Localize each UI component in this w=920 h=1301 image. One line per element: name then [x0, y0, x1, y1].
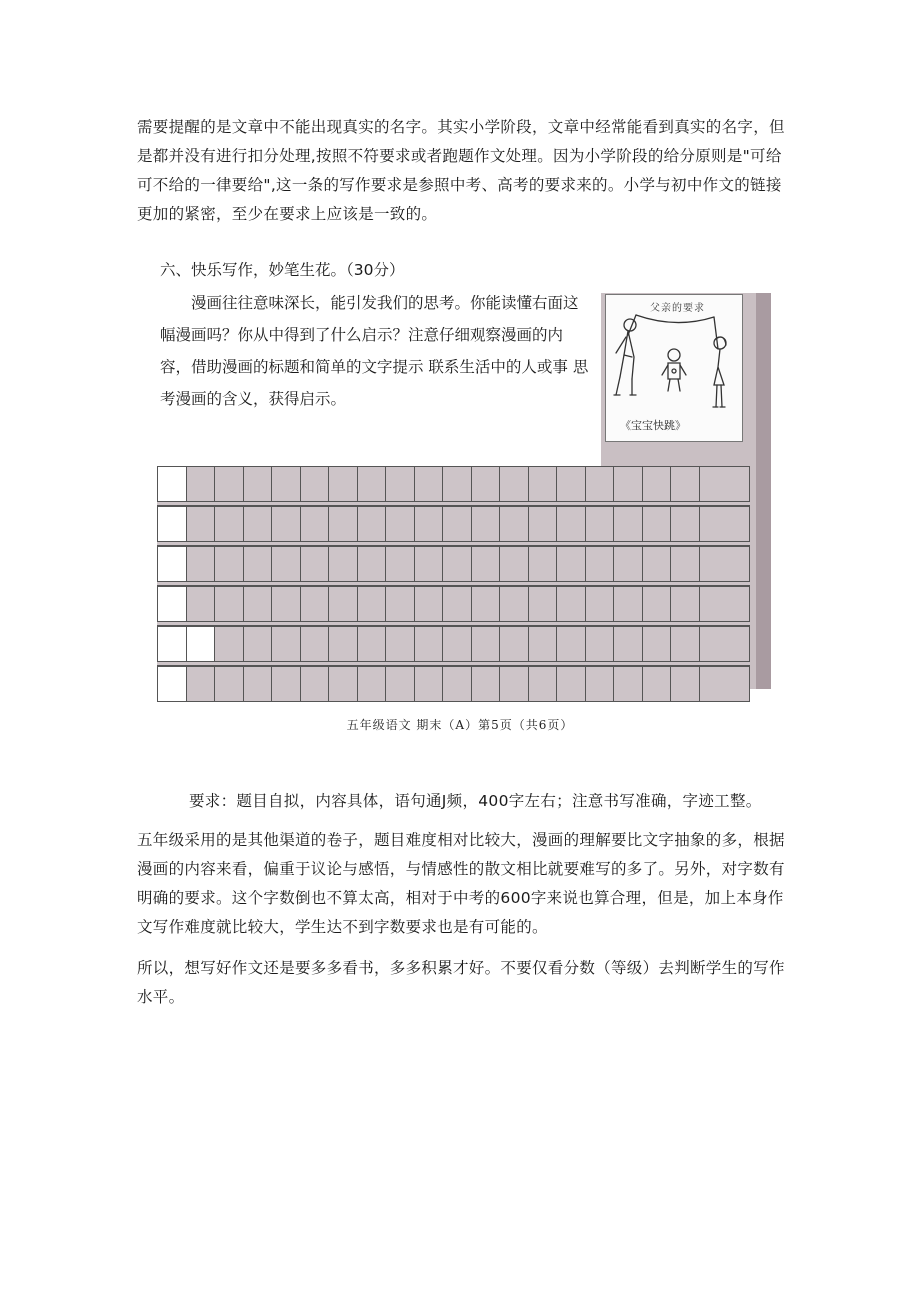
grid-cell [215, 547, 244, 581]
grid-cell [386, 547, 415, 581]
grid-cell [215, 507, 244, 541]
grid-cell [386, 507, 415, 541]
grid-cell [187, 627, 216, 661]
grid-cell [443, 627, 472, 661]
grid-cell [329, 507, 358, 541]
grid-cell [529, 667, 558, 701]
grid-cell [187, 667, 216, 701]
grid-cell [700, 467, 750, 501]
grid-cell [415, 627, 444, 661]
grid-cell [329, 587, 358, 621]
scan-edge [756, 293, 771, 689]
grid-cell [301, 587, 330, 621]
grid-cell [472, 587, 501, 621]
grid-cell [472, 627, 501, 661]
grid-cell [215, 667, 244, 701]
grid-cell [158, 667, 187, 701]
grid-cell [614, 507, 643, 541]
grid-cell [529, 547, 558, 581]
grid-cell [272, 627, 301, 661]
grid-cell [671, 587, 700, 621]
grid-cell [586, 467, 615, 501]
grid-row [157, 506, 750, 542]
grid-cell [500, 587, 529, 621]
writing-grid [157, 466, 750, 706]
grid-cell [187, 587, 216, 621]
grid-cell [386, 587, 415, 621]
grid-cell [700, 547, 750, 581]
question-body [160, 287, 590, 415]
grid-cell [301, 507, 330, 541]
grid-cell [500, 467, 529, 501]
grid-cell [386, 627, 415, 661]
page-footer: 五年级语文 期末（A）第5页（共6页） [346, 718, 574, 732]
grid-cell [272, 587, 301, 621]
grid-cell [415, 667, 444, 701]
grid-cell [700, 627, 750, 661]
question-title: 六、快乐写作，妙笔生花。（30分） [160, 261, 405, 279]
grid-cell [244, 587, 273, 621]
grid-row [157, 666, 750, 702]
analysis-paragraph [137, 826, 787, 942]
conclusion-paragraph [137, 954, 787, 1012]
grid-cell [272, 467, 301, 501]
grid-cell [643, 667, 672, 701]
grid-cell [187, 547, 216, 581]
grid-cell [215, 627, 244, 661]
grid-cell [557, 547, 586, 581]
grid-cell [215, 587, 244, 621]
intro-text: 需要提醒的是文章中不能出现真实的名字。其实小学阶段，文章中经常能看到真实的名字，但是都并没有进行扣分处理,按照不符要求或者跑题作文处理。因为小学阶段的给分原则是"可给可不给的一律要给",这一条的写作要求是参照中考、高考的要求来的。小学与初中作文的链接更加的紧密，至少在要求上应该是一致的。 [137, 118, 785, 223]
grid-cell [244, 627, 273, 661]
grid-cell [358, 587, 387, 621]
grid-cell [643, 507, 672, 541]
grid-cell [415, 547, 444, 581]
grid-cell [244, 547, 273, 581]
grid-cell [643, 627, 672, 661]
grid-cell [614, 587, 643, 621]
grid-cell [358, 667, 387, 701]
grid-cell [158, 547, 187, 581]
grid-row [157, 586, 750, 622]
grid-cell [358, 547, 387, 581]
grid-cell [472, 547, 501, 581]
grid-cell [472, 667, 501, 701]
grid-cell [415, 587, 444, 621]
conclusion-text: 所以，想写好作文还是要多多看书，多多积累才好。不要仅看分数（等级）去判断学生的写作水平。 [137, 959, 785, 1006]
grid-cell [671, 667, 700, 701]
grid-cell [586, 587, 615, 621]
grid-cell [158, 627, 187, 661]
grid-cell [329, 547, 358, 581]
cartoon-image [605, 294, 743, 442]
grid-cell [472, 467, 501, 501]
grid-cell [614, 667, 643, 701]
question-body-text: 漫画往往意味深长，能引发我们的思考。你能读懂右面这幅漫画吗？你从中得到了什么启示？注意仔细观察漫画的内容，借助漫画的标题和简单的文字提示 联系生活中的人或事 思考漫画的含义，获得启示。 [160, 294, 589, 408]
cartoon-title: 父亲的要求 [650, 303, 705, 314]
grid-cell [415, 467, 444, 501]
grid-cell [671, 467, 700, 501]
grid-cell [187, 467, 216, 501]
grid-cell [215, 467, 244, 501]
grid-cell [500, 547, 529, 581]
grid-cell [443, 507, 472, 541]
grid-cell [700, 667, 750, 701]
grid-cell [500, 627, 529, 661]
grid-cell [329, 627, 358, 661]
grid-cell [643, 587, 672, 621]
grid-cell [244, 467, 273, 501]
grid-cell [586, 627, 615, 661]
grid-cell [472, 507, 501, 541]
grid-cell [671, 627, 700, 661]
grid-cell [158, 467, 187, 501]
cartoon-caption: 《宝宝快跳》 [620, 419, 686, 432]
grid-cell [158, 587, 187, 621]
grid-cell [244, 507, 273, 541]
grid-cell [443, 667, 472, 701]
grid-cell [671, 507, 700, 541]
grid-cell [500, 507, 529, 541]
grid-cell [614, 627, 643, 661]
grid-cell [557, 627, 586, 661]
grid-cell [586, 507, 615, 541]
grid-cell [671, 547, 700, 581]
grid-cell [529, 467, 558, 501]
grid-cell [614, 467, 643, 501]
grid-cell [272, 667, 301, 701]
grid-cell [586, 667, 615, 701]
intro-paragraph [137, 113, 787, 229]
grid-cell [529, 507, 558, 541]
grid-cell [643, 467, 672, 501]
requirement-text: 要求：题目自拟，内容具体，语句通J频，400字左右；注意书写准确，字迹工整。 [189, 792, 762, 810]
grid-cell [700, 507, 750, 541]
grid-cell [700, 587, 750, 621]
grid-cell [557, 467, 586, 501]
grid-row [157, 626, 750, 662]
grid-cell [529, 627, 558, 661]
grid-cell [443, 587, 472, 621]
grid-cell [386, 667, 415, 701]
grid-cell [529, 587, 558, 621]
grid-row [157, 546, 750, 582]
grid-cell [187, 507, 216, 541]
grid-cell [614, 547, 643, 581]
grid-cell [301, 627, 330, 661]
grid-cell [329, 667, 358, 701]
grid-cell [500, 667, 529, 701]
grid-cell [443, 547, 472, 581]
grid-cell [301, 547, 330, 581]
grid-cell [358, 467, 387, 501]
requirement-paragraph [137, 787, 787, 816]
grid-cell [643, 547, 672, 581]
grid-cell [443, 467, 472, 501]
grid-cell [386, 467, 415, 501]
grid-cell [586, 547, 615, 581]
grid-cell [301, 467, 330, 501]
grid-cell [557, 507, 586, 541]
grid-cell [272, 547, 301, 581]
analysis-text: 五年级采用的是其他渠道的卷子，题目难度相对比较大，漫画的理解要比文字抽象的多，根据漫画的内容来看，偏重于议论与感悟，与情感性的散文相比就要难写的多了。另外，对字数有明确的要求。这个字数倒也不算太高，相对于中考的600字来说也算合理，但是，加上本身作文写作难度就比较大，学生达不到字数要求也是有可能的。 [137, 831, 785, 936]
grid-cell [301, 667, 330, 701]
grid-cell [272, 507, 301, 541]
grid-cell [557, 667, 586, 701]
grid-cell [415, 507, 444, 541]
grid-cell [244, 667, 273, 701]
grid-cell [557, 587, 586, 621]
grid-row [157, 466, 750, 502]
grid-cell [158, 507, 187, 541]
grid-cell [358, 627, 387, 661]
grid-cell [329, 467, 358, 501]
grid-cell [358, 507, 387, 541]
